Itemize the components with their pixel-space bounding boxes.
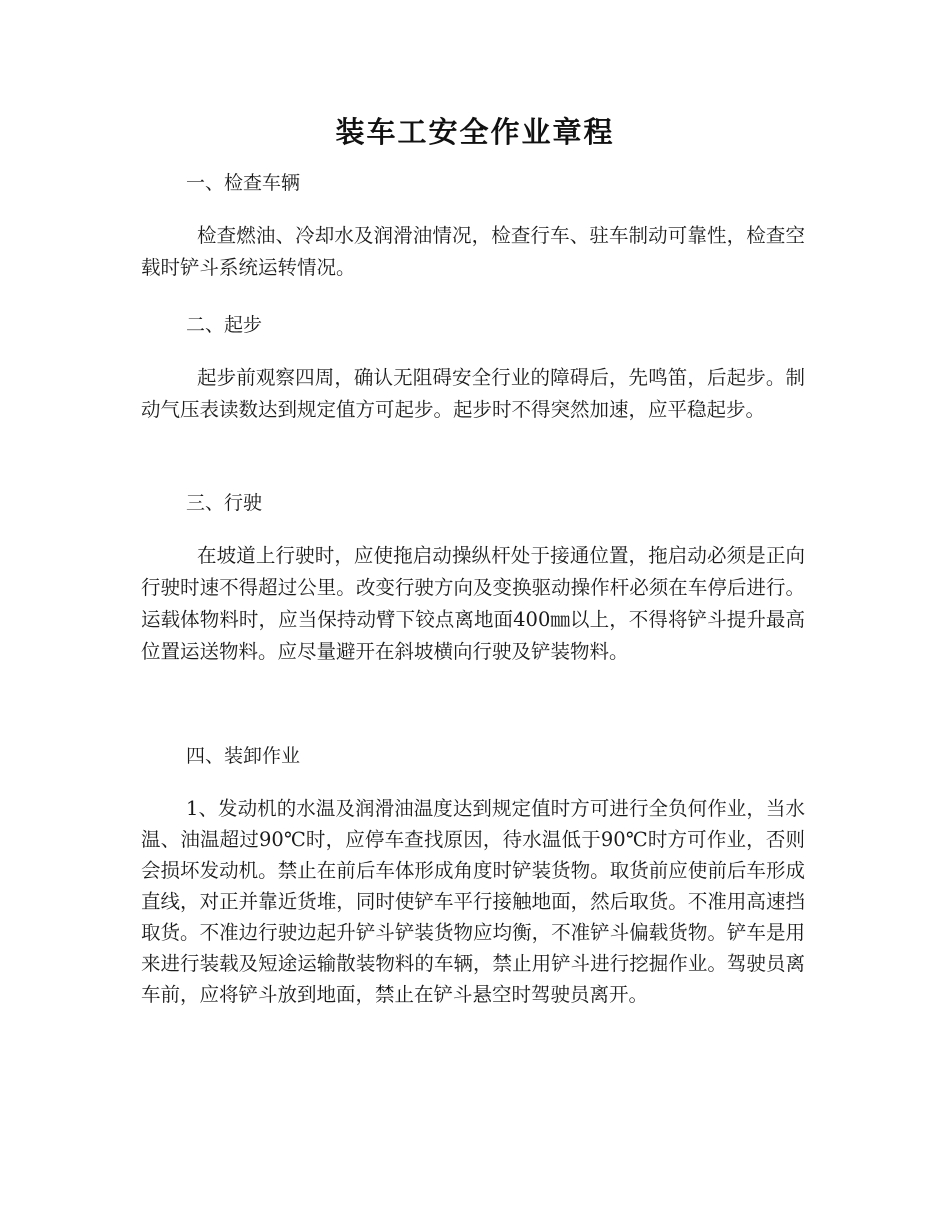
- section-heading-driving: 三、行驶: [186, 492, 263, 514]
- section-body-start-off: 起步前观察四周，确认无阻碍安全行业的障碍后，先鸣笛，后起步。制动气压表读数达到规定值方可起步。起步时不得突然加速，应平稳起步。: [141, 366, 805, 421]
- section-heading-start-off: 二、起步: [186, 314, 263, 336]
- section-body-inspect-vehicle: 检查燃油、冷却水及润滑油情况，检查行车、驻车制动可靠性，检查空载时铲斗系统运转情况。: [141, 224, 805, 279]
- section-heading-inspect-vehicle: 一、检查车辆: [186, 172, 301, 194]
- section-body-loading-unloading: 1、发动机的水温及润滑油温度达到规定值时方可进行全负何作业，当水温、油温超过90℃时，应停车查找原因，待水温低于90℃时方可作业，否则会损坏发动机。禁止在前后车体形成角度时铲装货物。取货前应使前后车形成直线，对正并靠近货堆，同时使铲车平行接触地面，然后取货。不准用高速挡取货。不准边行驶边起升铲斗铲装货物应均衡，不准铲斗偏载货物。铲车是用来进行装载及短途运输散装物料的车辆，禁止用铲斗进行挖掘作业。驾驶员离车前，应将铲斗放到地面，禁止在铲斗悬空时驾驶员离开。: [141, 797, 805, 1006]
- document-title: 装车工安全作业章程: [335, 115, 615, 149]
- section-heading-loading-unloading: 四、装卸作业: [186, 745, 301, 767]
- section-body-driving: 在坡道上行驶时，应使拖启动操纵杆处于接通位置，拖启动必须是正向行驶时速不得超过公里。改变行驶方向及变换驱动操作杆必须在车停后进行。运载体物料时，应当保持动臂下铰点离地面400㎜以上，不得将铲斗提升最高位置运送物料。应尽量避开在斜坡横向行驶及铲装物料。: [141, 544, 805, 663]
